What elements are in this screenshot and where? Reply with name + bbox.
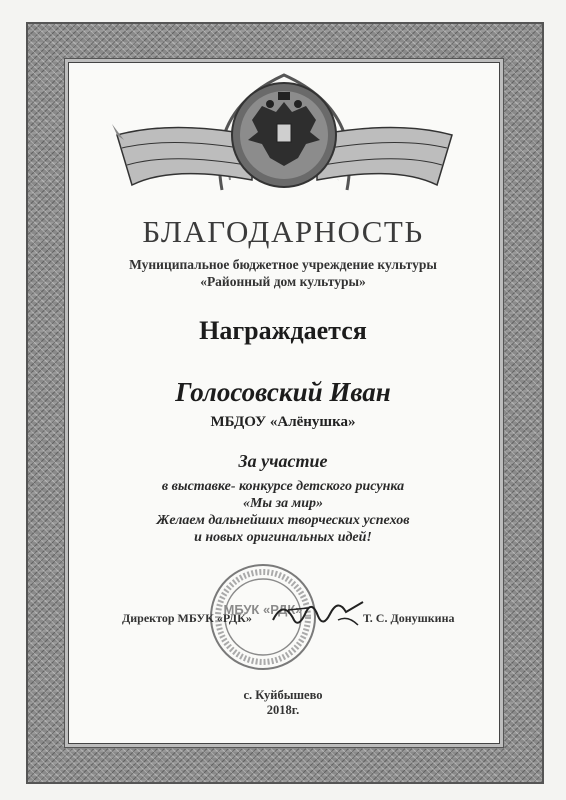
director-name: Т. С. Донушкина [363,611,455,625]
reason-line-1: в выставке- конкурсе детского рисунка [161,479,405,494]
wish-line-1: Желаем дальнейших творческих успехов [156,513,410,528]
certificate-title: БЛАГОДАРНОСТЬ [142,214,424,249]
awarded-label: Награждается [199,316,367,345]
stamp-center-text: МБУК «РДК» [223,602,303,617]
footer-city: с. Куйбышево [243,688,323,702]
recipient-name: Голосовский Иван [175,377,391,407]
coat-of-arms-emblem-icon [112,40,457,200]
footer-year: 2018г. [266,703,300,717]
reason-line-2: «Мы за мир» [242,496,323,511]
director-position: Директор МБУК «РДК» [122,611,252,625]
handwritten-signature-icon [268,590,368,640]
organization-line-2: «Районный дом культуры» [200,274,366,289]
reason-heading: За участие [238,451,328,471]
organization-line-1: Муниципальное бюджетное учреждение культуры [129,257,437,272]
wish-line-2: и новых оригинальных идей! [194,530,372,545]
recipient-school: МБДОУ «Алёнушка» [210,414,356,430]
